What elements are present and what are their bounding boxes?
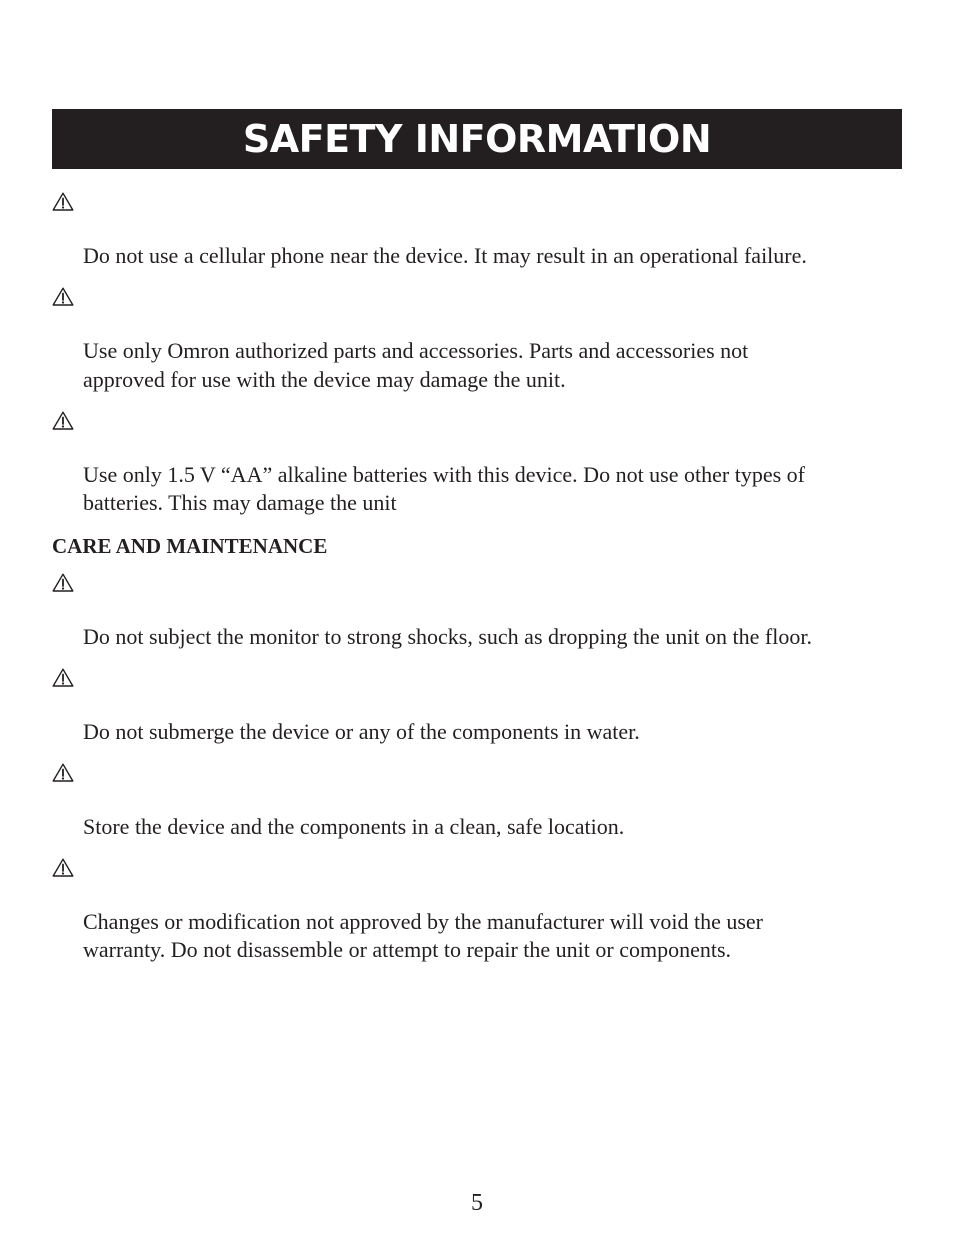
warning-item [52,185,912,271]
warning-triangle-icon [52,573,74,592]
page-number: 5 [471,1190,483,1216]
care-warning-list [52,566,912,965]
warning-text: Store the device and the components in a clean, safe location. [83,813,625,839]
section-header-bar [52,109,902,169]
warning-text: Changes or modification not approved by the manufacturer will void the user warranty. Do not disassemble or attempt to repair the unit or components. [83,908,763,962]
warning-triangle-icon [52,411,74,430]
warning-triangle-icon [52,858,74,877]
warning-text: Do not use a cellular phone near the device. It may result in an operational failure. [83,243,807,268]
warning-item [52,756,912,842]
warning-text: Use only Omron authorized parts and accessories. Parts and accessories not approved for use with the device may damage the unit. [83,338,749,392]
page-content [52,185,912,974]
care-maintenance-heading: CARE AND MAINTENANCE [52,533,328,558]
warning-item [52,280,912,394]
warning-text: Do not subject the monitor to strong shocks, such as dropping the unit on the floor. [83,623,812,649]
warning-text: Do not submerge the device or any of the components in water. [83,718,640,744]
warning-triangle-icon [52,287,74,306]
warning-item [52,566,912,652]
warning-text: Use only 1.5 V “AA” alkaline batteries with this device. Do not use other types of batteries. This may damage the unit [83,461,805,515]
safety-warning-list [52,185,912,518]
warning-triangle-icon [52,668,74,687]
warning-triangle-icon [52,763,74,782]
warning-item [52,851,912,965]
warning-item [52,404,912,518]
warning-item [52,661,912,747]
warning-triangle-icon [52,192,74,211]
page-title: SAFETY INFORMATION [242,117,712,161]
